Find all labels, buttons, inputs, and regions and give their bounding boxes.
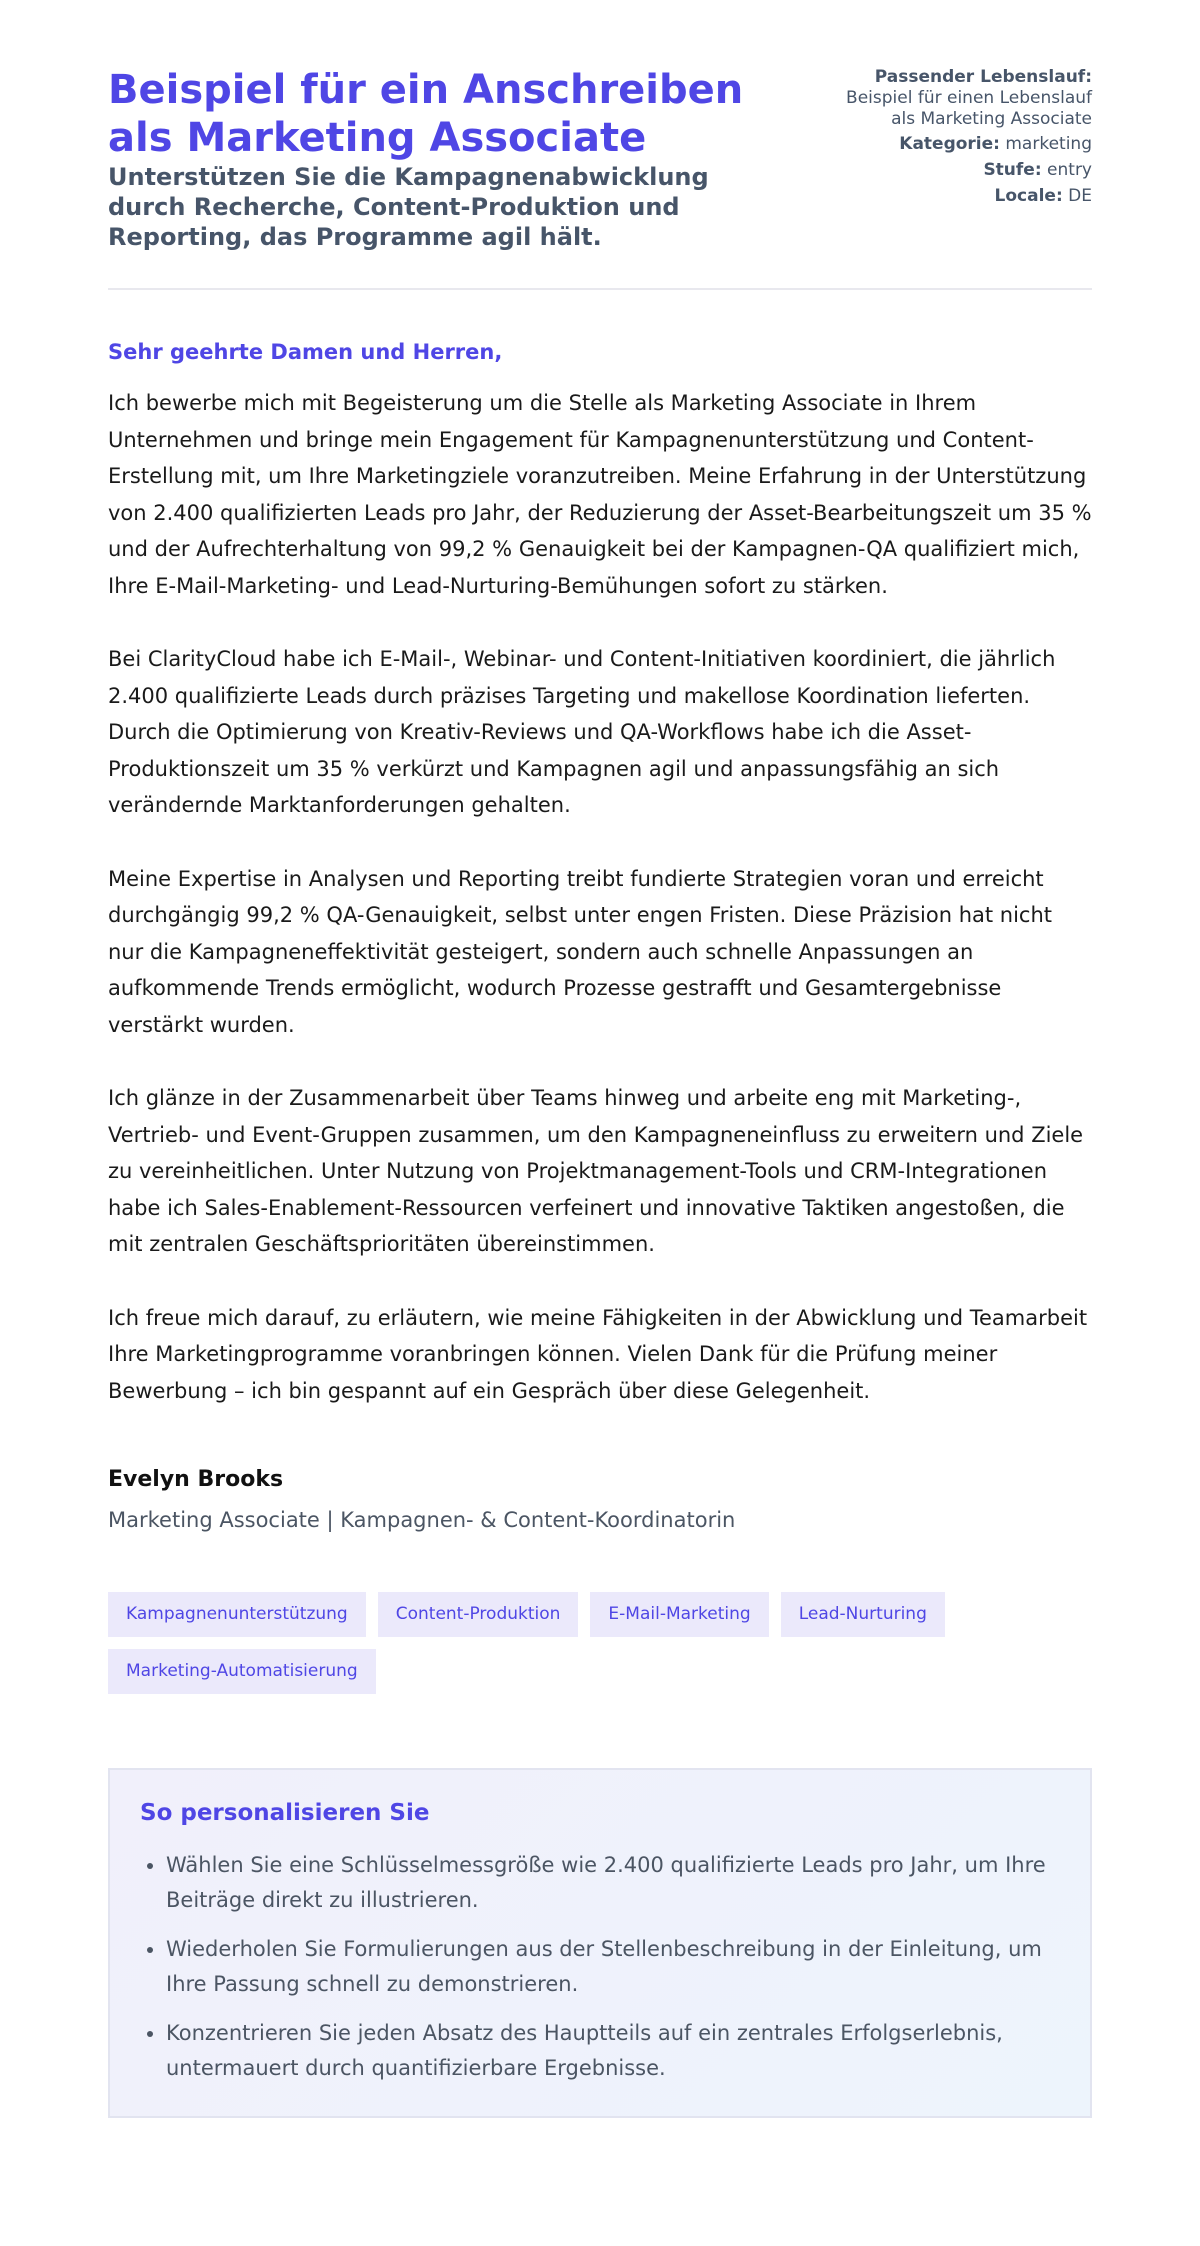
- tip-item: • Wiederholen Sie Formulierungen aus der Stellenbeschreibung in der Einleitung, um Ihre Passung schnell zu demonstrieren.: [166, 1932, 1060, 2002]
- signature-title: Marketing Associate | Kampagnen- & Content-Koordinatorin: [108, 1508, 736, 1532]
- skill-tag: E-Mail-Marketing: [590, 1592, 768, 1637]
- meta-category-label: Kategorie:: [899, 134, 1000, 154]
- skill-tag: Content-Produktion: [378, 1592, 579, 1637]
- meta-category: [832, 134, 1092, 155]
- page-header: [108, 66, 1092, 290]
- meta-locale-label: Locale:: [994, 186, 1063, 206]
- letter-paragraph: Bei ClarityCloud habe ich E-Mail-, Webinar- und Content-Initiativen koordiniert, die jährlich 2.400 qualifizierte Leads durch präzises Targeting und makellose Koordination lieferten. Durch die Optimierung von Kreativ-Reviews und QA-Workflows habe ich die Asset-Produktionszeit um 35 % verkürzt und Kampagnen agil und anpassungsfähig an sich verändernde Marktanforderungen gehalten.: [108, 647, 1056, 817]
- meta-resume: [832, 67, 1092, 130]
- skill-tag: Kampagnenunterstützung: [108, 1592, 366, 1637]
- meta-resume-link[interactable]: Beispiel für einen Lebenslauf als Marketing Associate: [846, 88, 1092, 129]
- skill-tag: Lead-Nurturing: [781, 1592, 945, 1637]
- meta-resume-label: Passender Lebenslauf:: [874, 67, 1092, 87]
- meta-locale: [832, 186, 1092, 207]
- skill-tag: Marketing-Automatisierung: [108, 1649, 376, 1694]
- letter-paragraph: Ich bewerbe mich mit Begeisterung um die Stelle als Marketing Associate in Ihrem Unternehmen und bringe mein Engagement für Kampagnenunterstützung und Content-Erstellung mit, um Ihre Marketingziele voranzutreiben. Meine Erfahrung in der Unterstützung von 2.400 qualifizierten Leads pro Jahr, der Reduzierung der Asset-Bearbeitungszeit um 35 % und der Aufrechterhaltung von 99,2 % Genauigkeit bei der Kampagnen-QA qualifiziert mich, Ihre E-Mail-Marketing- und Lead-Nurturing-Bemühungen sofort zu stärken.: [108, 391, 1092, 598]
- skill-tags: [108, 1592, 1008, 1694]
- tips-heading: So personalisieren Sie: [140, 1800, 430, 1826]
- letter-greeting: Sehr geehrte Damen und Herren,: [108, 340, 503, 364]
- meta-level-label: Stufe:: [983, 160, 1042, 180]
- meta-level-value: entry: [1047, 160, 1092, 180]
- meta-category-value: marketing: [1005, 134, 1092, 154]
- letter-paragraph: Meine Expertise in Analysen und Reporting treibt fundierte Strategien voran und erreicht durchgängig 99,2 % QA-Genauigkeit, selbst unter engen Fristen. Diese Präzision hat nicht nur die Kampagneneffektivität gesteigert, sondern auch schnelle Anpassungen an aufkommende Trends ermöglicht, wodurch Prozesse gestrafft und Gesamtergebnisse verstärkt wurden.: [108, 866, 1053, 1037]
- letter-paragraph: Ich glänze in der Zusammenarbeit über Teams hinweg und arbeite eng mit Marketing-, Vertrieb- und Event-Gruppen zusammen, um den Kampagneneinfluss zu erweitern und Ziele zu vereinheitlichen. Unter Nutzung von Projektmanagement-Tools und CRM-Integrationen habe ich Sales-Enablement-Ressourcen verfeinert und innovative Taktiken angestoßen, die mit zentralen Geschäftsprioritäten übereinstimmen.: [108, 1086, 1084, 1256]
- signature-block: [108, 1467, 1092, 1532]
- meta-locale-value: DE: [1068, 186, 1092, 206]
- header-titles: [108, 66, 788, 252]
- page-subtitle: Unterstützen Sie die Kampagnenabwicklung durch Recherche, Content-Produktion und Reporting, das Programme agil hält.: [108, 163, 709, 251]
- personalization-tips-box: [108, 1768, 1092, 2118]
- tip-item: • Konzentrieren Sie jeden Absatz des Hauptteils auf ein zentrales Erfolgserlebnis, untermauert durch quantifizierbare Ergebnisse.: [166, 2016, 1060, 2086]
- letter-paragraph: Ich freue mich darauf, zu erläutern, wie meine Fähigkeiten in der Abwicklung und Teamarbeit Ihre Marketingprogramme voranbringen können. Vielen Dank für die Prüfung meiner Bewerbung – ich bin gespannt auf ein Gespräch über diese Gelegenheit.: [108, 1305, 1088, 1403]
- signature-name: Evelyn Brooks: [108, 1467, 284, 1492]
- page-title: Beispiel für ein Anschreiben als Marketing Associate: [108, 67, 744, 161]
- tips-list: [140, 1848, 1060, 2086]
- meta-level: [832, 160, 1092, 181]
- tip-item: • Wählen Sie eine Schlüsselmessgröße wie 2.400 qualifizierte Leads pro Jahr, um Ihre Beiträge direkt zu illustrieren.: [166, 1848, 1060, 1918]
- meta-panel: [832, 66, 1092, 212]
